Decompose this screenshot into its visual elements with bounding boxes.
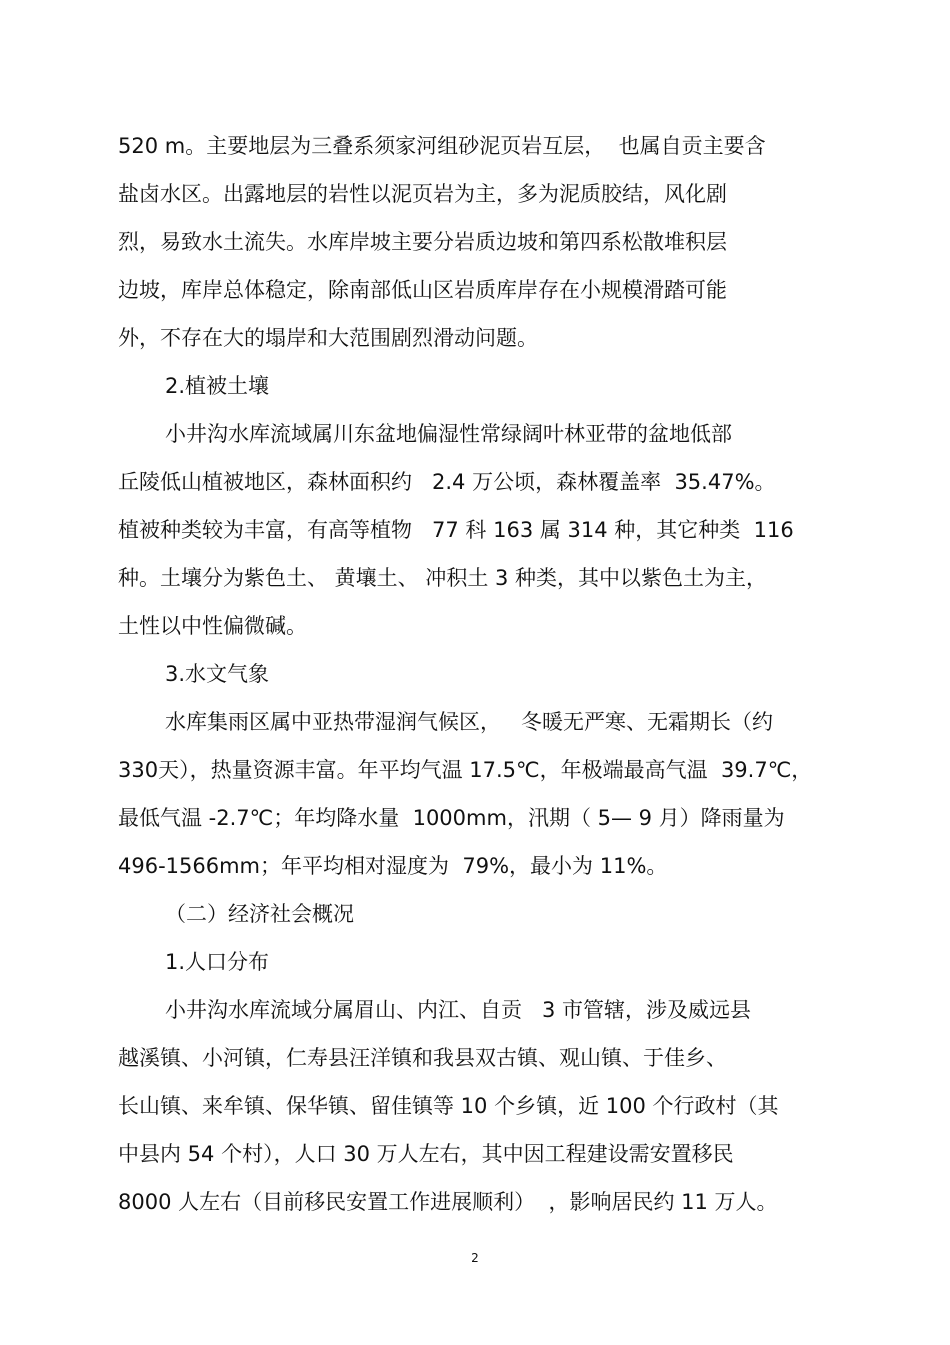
body-text-line: 330天），热量资源丰富。年平均气温 17.5℃，年极端最高气温 39.7℃， bbox=[118, 758, 813, 782]
body-text-line: 520 m。主要地层为三叠系须家河组砂泥页岩互层， 也属自贡主要含 bbox=[118, 134, 766, 158]
body-text-line: 种。土壤分为紫色土、 黄壤土、 冲积土 3 种类，其中以紫色土为主， bbox=[118, 566, 768, 590]
body-text-line: 小井沟水库流域属川东盆地偏湿性常绿阔叶林亚带的盆地低部 bbox=[165, 422, 732, 446]
section-heading-vegetation-soil: 2.植被土壤 bbox=[165, 374, 270, 398]
body-text-line: 小井沟水库流域分属眉山、内江、自贡 3 市管辖，涉及威远县 bbox=[165, 998, 752, 1022]
body-text-line: 越溪镇、小河镇，仁寿县汪洋镇和我县双古镇、观山镇、于佳乡、 bbox=[118, 1046, 727, 1070]
body-text-line: 最低气温 -2.7℃；年均降水量 1000mm，汛期（ 5— 9 月）降雨量为 bbox=[118, 806, 785, 830]
body-text-line: 长山镇、来牟镇、保华镇、留佳镇等 10 个乡镇，近 100 个行政村（其 bbox=[118, 1094, 779, 1118]
body-text-line: 496-1566mm；年平均相对湿度为 79%，最小为 11%。 bbox=[118, 854, 668, 878]
body-text-line: 水库集雨区属中亚热带湿润气候区， 冬暖无严寒、无霜期长（约 bbox=[165, 710, 774, 734]
body-text-line: 中县内 54 个村），人口 30 万人左右，其中因工程建设需安置移民 bbox=[118, 1142, 734, 1166]
section-heading-economy-society: （二）经济社会概况 bbox=[165, 902, 354, 926]
page-number: 2 bbox=[471, 1251, 479, 1265]
body-text-line: 丘陵低山植被地区，森林面积约 2.4 万公顷，森林覆盖率 35.47%。 bbox=[118, 470, 776, 494]
body-text-line: 盐卤水区。出露地层的岩性以泥页岩为主，多为泥质胶结，风化剧 bbox=[118, 182, 727, 206]
body-text-line: 8000 人左右（目前移民安置工作进展顺利） ，影响居民约 11 万人。 bbox=[118, 1190, 778, 1214]
section-heading-hydrology-climate: 3.水文气象 bbox=[165, 662, 270, 686]
body-text-line: 外，不存在大的塌岸和大范围剧烈滑动问题。 bbox=[118, 326, 538, 350]
section-heading-population: 1.人口分布 bbox=[165, 950, 270, 974]
body-text-line: 烈，易致水土流失。水库岸坡主要分岩质边坡和第四系松散堆积层 bbox=[118, 230, 727, 254]
body-text-line: 土性以中性偏微碱。 bbox=[118, 614, 307, 638]
body-text-line: 边坡，库岸总体稳定，除南部低山区岩质库岸存在小规模滑踏可能 bbox=[118, 278, 727, 302]
body-text-line: 植被种类较为丰富，有高等植物 77 科 163 属 314 种，其它种类 116 bbox=[118, 518, 794, 542]
